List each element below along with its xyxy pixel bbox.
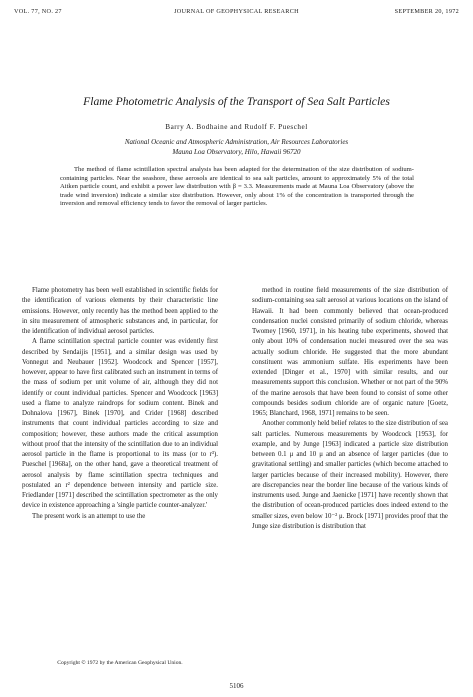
affiliation bbox=[60, 137, 413, 157]
paragraph: Flame photometry has been well established in scientific fields for the identification of various elements by their characteristic line emissions. However, only recently has the method been applied to the in situ measurement of atmospheric substances and, in particular, for the identification of individual aerosol particles. bbox=[22, 287, 218, 335]
article-title: Flame Photometric Analysis of the Transport of Sea Salt Particles bbox=[83, 95, 390, 108]
running-header bbox=[14, 8, 459, 20]
body-column-left bbox=[22, 286, 218, 522]
affiliation-institution: National Oceanic and Atmospheric Administration, Air Resources Laboratories bbox=[124, 138, 349, 146]
volume-issue: VOL. 77, NO. 27 bbox=[14, 8, 62, 15]
page-number: 5106 bbox=[229, 682, 244, 690]
issue-date: SEPTEMBER 20, 1972 bbox=[394, 8, 459, 15]
abstract: The method of flame scintillation spectral analysis has been adapted for the determination of the size distribution of sodium-containing particles. Near the seashore, these aerosols are identical to sea salt particles, amount to approximately 5% of the total Aitken particle count, and exhibit a power law distribution with β = 3.3. Measurements made at Mauna Loa Observatory (above the trade wind inversion) indicate a similar size distribution. However, only about 1% of the concentration is transported through the inversion and removal efficiency tends to favor the removal of larger particles. bbox=[60, 166, 414, 208]
paragraph: A flame scintillation spectral particle counter was evidently first described by Sendaijis [1951], and a similar design was used by Vonnegut and Neubauer [1952]. Woodcock and Spencer [1957], however, appear to have first calibrated such an instrument in terms of the mass of sodium per unit volume of air, although they did not identify or count individual particles. Spencer and Woodcock [1963] used a flame to analyze raindrops for sodium content. Binek and Dohnalova [1967], Binek [1970], and Crider [1968] described instruments that count individual particles according to size and composition; however, these authors made the critical assumption without proof that the intensity of the scintillation due to an individual aerosol particle in the flame is proportional to its mass (or to r³). Pueschel [1968a], on the other hand, gave a theoretical treatment of aerosol analysis by flame scintillation spectra techniques and postulated an r² dependence between intensity and particle size. Friedlander [1971] described the scintillation spectrometer as the only device in existence approaching a 'single particle counter-analyzer.' bbox=[22, 338, 218, 510]
body-column-right bbox=[252, 286, 448, 532]
paragraph: Another commonly held belief relates to the size distribution of sea salt particles. Numerous measurements by Woodcock [1953], for example, and by Junge [1963] indicated a particle size distribution between 0.1 μ and 10 μ and an absence of larger particles (due to gravitational settling) and smaller particles (which become attached to larger particles because of their increased mobility). However, there are discrepancies near the border line because of the various kinds of instruments used. Junge and Jaenicke [1971] have recently shown that the distribution of ocean-produced particles does indeed extend to the smaller sizes, even below 10⁻² μ. Brock [1971] provides proof that the Junge size distribution is distribution that bbox=[252, 420, 448, 530]
copyright-notice: Copyright © 1972 by the American Geophysical Union. bbox=[57, 660, 183, 666]
journal-name: JOURNAL OF GEOPHYSICAL RESEARCH bbox=[174, 8, 299, 15]
paragraph: The present work is an attempt to use the bbox=[32, 512, 146, 520]
author-line: Barry A. Bodhaine and Rudolf F. Pueschel bbox=[165, 123, 308, 131]
affiliation-address: Mauna Loa Observatory, Hilo, Hawaii 96720 bbox=[172, 148, 301, 156]
paragraph: method in routine field measurements of the size distribution of sodium-containing sea salt aerosol at various locations on the island of Hawaii. It had been commonly believed that ocean-produced condensation nuclei consisted primarily of sodium chloride, whereas Twomey [1960, 1971], in his heating tube experiments, showed that only about 10% of condensation nuclei measured over the sea was actually sodium chloride. He suggested that the more abundant constituent was ammonium sulfate. His experiments have been extended [Dinger et al., 1970] with similar results, and our measurements support this conclusion. Whether or not part of the 90% of the marine aerosols that have been found to consist of some other compounds besides sodium chloride are of organic nature [Goetz, 1965; Blanchard, 1968, 1971] remains to be seen. bbox=[252, 287, 448, 417]
